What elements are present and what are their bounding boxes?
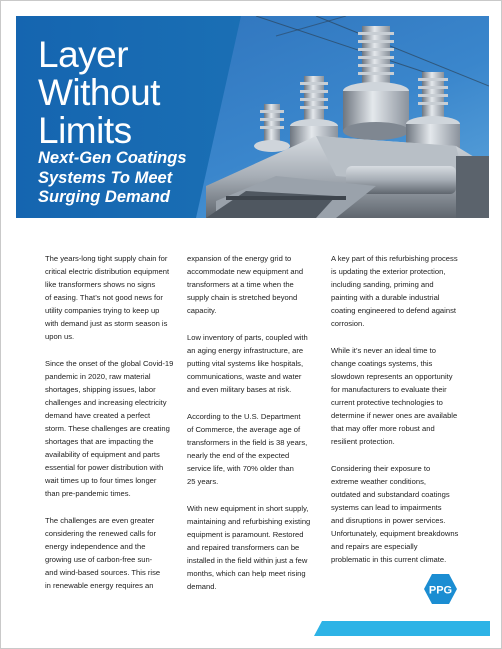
paragraph-line: wait times up to four times longer — [45, 476, 157, 485]
paragraph-line: transformers at a time when the — [187, 280, 294, 289]
title-line: Without — [38, 72, 160, 113]
paragraph-line: availability of equipment and parts — [45, 450, 160, 459]
hero-banner — [16, 16, 489, 218]
paragraph-line: According to the U.S. Department — [187, 412, 301, 421]
body-paragraph — [45, 252, 197, 343]
paragraph-line: than pre-pandemic times. — [45, 489, 131, 498]
paragraph-line: for manufacturers to evaluate their — [331, 385, 447, 394]
ppg-logo — [424, 574, 457, 604]
paragraph-line: Since the onset of the global Covid-19 — [45, 359, 174, 368]
paragraph-line: with demand just as storm season is — [45, 319, 168, 328]
paragraph-line: The years-long tight supply chain for — [45, 254, 168, 263]
body-paragraph — [187, 331, 339, 396]
paragraph-line: and disruptions in power services. — [331, 516, 446, 525]
text-column-2 — [187, 252, 339, 607]
title-line: Limits — [38, 110, 132, 151]
paragraph-line: that may offer more robust and — [331, 424, 435, 433]
text-column-3 — [331, 252, 483, 580]
paragraph-line: months, which can help meet rising — [187, 569, 306, 578]
subtitle-line: Next-Gen Coatings — [38, 149, 187, 167]
paragraph-line: supply chain is stretched beyond — [187, 293, 298, 302]
paragraph-line: putting vital systems like hospitals, — [187, 359, 304, 368]
paragraph-line: service life, with 70% older than — [187, 464, 294, 473]
title-line: Layer — [38, 34, 129, 75]
paragraph-line: is updating the exterior protection, — [331, 267, 446, 276]
paragraph-line: With new equipment in short supply, — [187, 504, 309, 513]
paragraph-line: challenges and increasing electricity — [45, 398, 167, 407]
paragraph-line: systems can lead to impairments — [331, 503, 442, 512]
ppg-logo-text: PPG — [428, 584, 453, 597]
body-paragraph — [187, 410, 339, 488]
paragraph-line: painting with a durable industrial — [331, 293, 440, 302]
paragraph-line: upon us. — [45, 332, 75, 341]
paragraph-line: A key part of this refurbishing process — [331, 254, 458, 263]
paragraph-line: pandemic in 2020, raw material — [45, 372, 151, 381]
body-paragraph — [45, 357, 197, 500]
subtitle-line: Systems To Meet — [38, 168, 173, 187]
paragraph-line: essential for power distribution with — [45, 463, 164, 472]
paragraph-line: and repairs are especially — [331, 542, 418, 551]
paragraph-line: The challenges are even greater — [45, 516, 155, 525]
paragraph-line: of easing. That’s not good news for — [45, 293, 163, 302]
paragraph-line: coating engineered to defend against — [331, 306, 456, 315]
page-title — [38, 36, 160, 150]
paragraph-line: considering the renewed calls for — [45, 529, 157, 538]
paragraph-line: resilient protection. — [331, 437, 395, 446]
paragraph-line: capacity. — [187, 306, 217, 315]
paragraph-line: installed in the field within just a few — [187, 556, 308, 565]
paragraph-line: shortages that are impacting the — [45, 437, 154, 446]
paragraph-line: corrosion. — [331, 319, 365, 328]
body-paragraph — [187, 252, 339, 317]
paragraph-line: current protective technologies to — [331, 398, 443, 407]
paragraph-line: determine if newer ones are available — [331, 411, 458, 420]
paragraph-line: energy independence and the — [45, 542, 146, 551]
paragraph-line: in renewable energy requires an — [45, 581, 154, 590]
body-paragraph — [331, 462, 483, 566]
paragraph-line: 25 years. — [187, 477, 219, 486]
paragraph-line: equipment is paramount. Restored — [187, 530, 304, 539]
paragraph-line: demand. — [187, 582, 217, 591]
paragraph-line: growing use of carbon-free sun- — [45, 555, 153, 564]
paragraph-line: expansion of the energy grid to — [187, 254, 292, 263]
body-paragraph — [45, 514, 197, 592]
body-paragraph — [331, 344, 483, 448]
paragraph-line: change coatings systems, this — [331, 359, 433, 368]
accent-bar — [314, 621, 490, 636]
paragraph-line: storm. These challenges are creating — [45, 424, 170, 433]
paragraph-line: like transformers shows no signs — [45, 280, 156, 289]
paragraph-line: accommodate new equipment and — [187, 267, 304, 276]
paragraph-line: including sanding, priming and — [331, 280, 434, 289]
paragraph-line: an aging energy infrastructure, are — [187, 346, 304, 355]
paragraph-line: communications, waste and water — [187, 372, 302, 381]
paragraph-line: demand have created a perfect — [45, 411, 151, 420]
paragraph-line: maintaining and refurbishing existing — [187, 517, 311, 526]
paragraph-line: Unfortunately, equipment breakdowns — [331, 529, 459, 538]
paragraph-line: critical electric distribution equipment — [45, 267, 170, 276]
paragraph-line: slowdown represents an opportunity — [331, 372, 453, 381]
paragraph-line: and repaired transformers can be — [187, 543, 300, 552]
paragraph-line: and even military bases at risk. — [187, 385, 292, 394]
paragraph-line: and wind-based sources. This rise — [45, 568, 161, 577]
paragraph-line: outdated and substandard coatings — [331, 490, 450, 499]
paragraph-line: Considering their exposure to — [331, 464, 431, 473]
paragraph-line: Low inventory of parts, coupled with — [187, 333, 308, 342]
paragraph-line: transformers in the field is 38 years, — [187, 438, 308, 447]
paragraph-line: shortages, shipping issues, labor — [45, 385, 156, 394]
paragraph-line: problematic in this current climate. — [331, 555, 447, 564]
paragraph-line: While it’s never an ideal time to — [331, 346, 436, 355]
text-column-1 — [45, 252, 197, 606]
page-subtitle — [38, 149, 187, 208]
subtitle-line: Surging Demand — [38, 188, 171, 206]
body-paragraph — [187, 502, 339, 593]
paragraph-line: utility companies trying to keep up — [45, 306, 160, 315]
paragraph-line: of Commerce, the average age of — [187, 425, 301, 434]
paragraph-line: nearly the end of the expected — [187, 451, 290, 460]
body-paragraph — [331, 252, 483, 330]
paragraph-line: extreme weather conditions, — [331, 477, 426, 486]
